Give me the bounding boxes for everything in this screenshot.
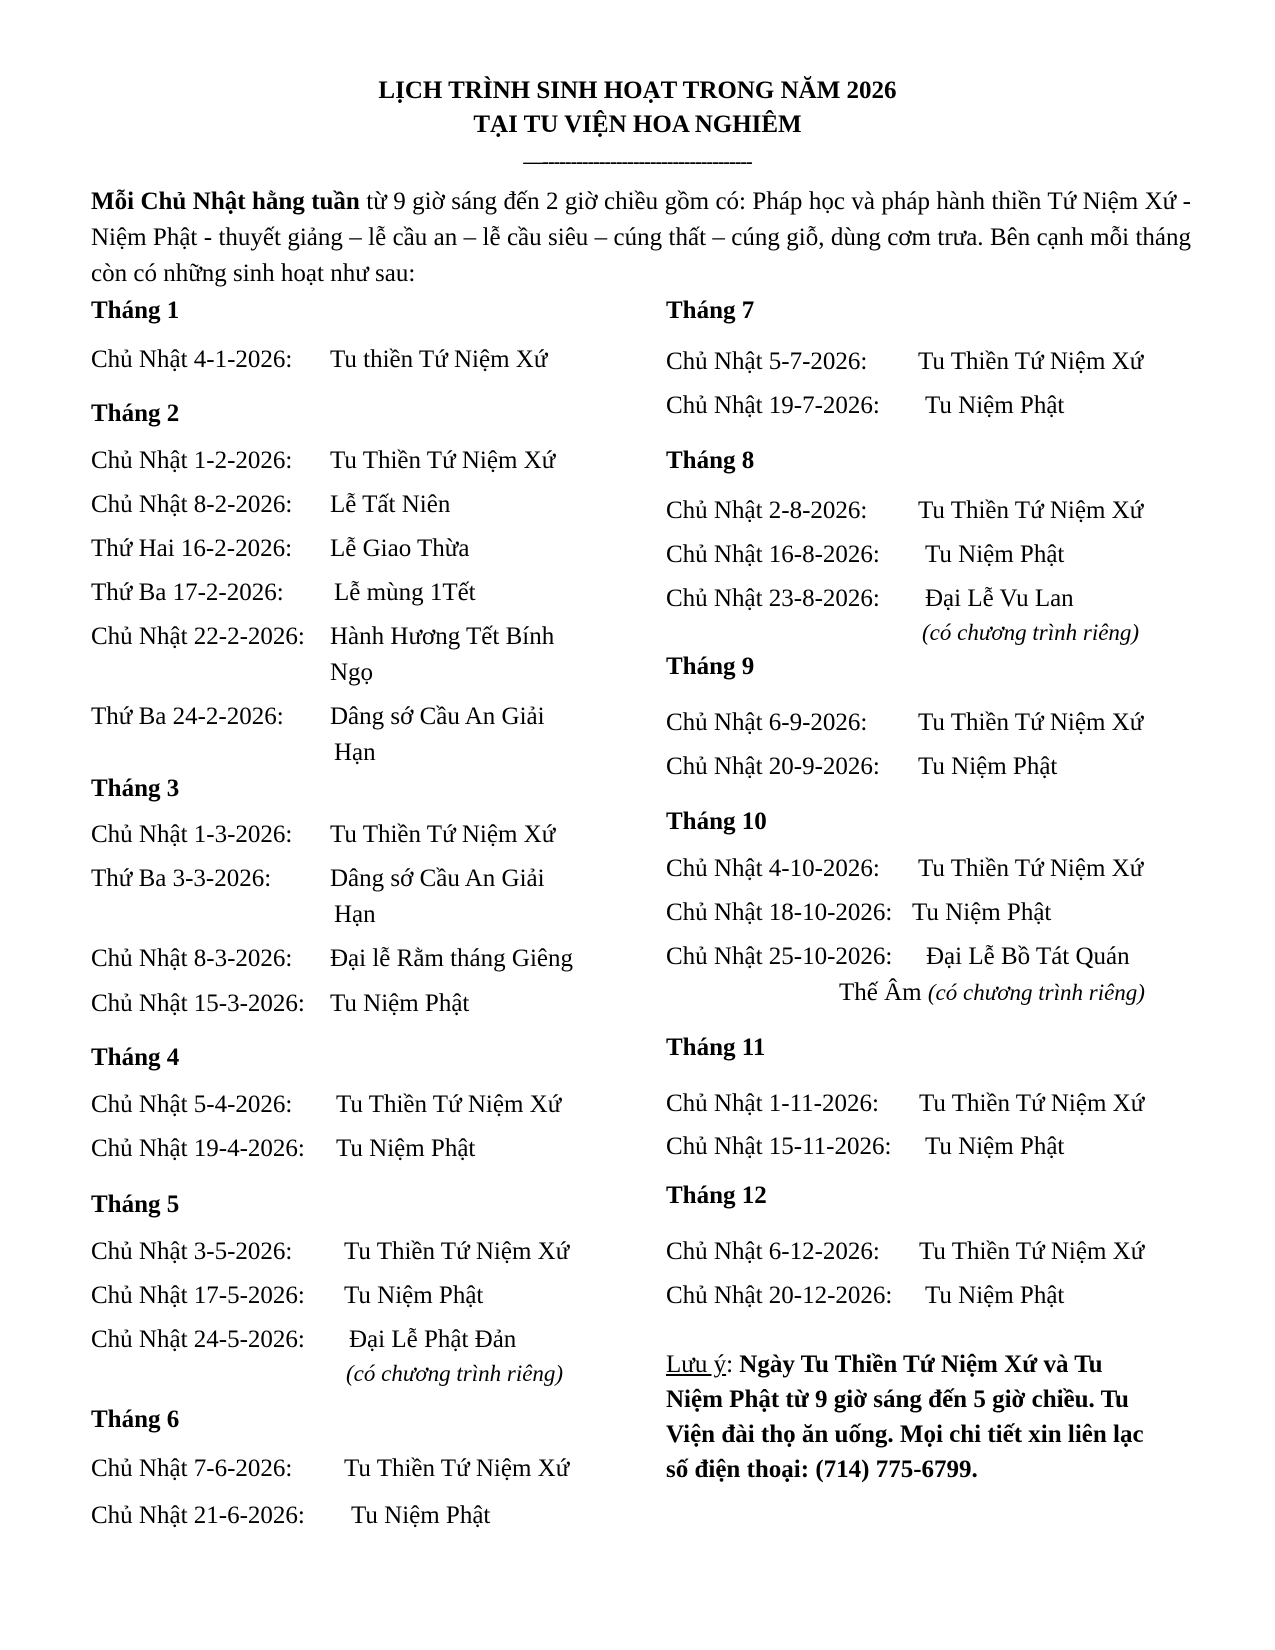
event-note: (có chương trình riêng) (922, 620, 1140, 645)
month-heading: Tháng 9 (666, 653, 755, 680)
event-desc: Tu Thiền Tứ Niệm Xứ (344, 1238, 570, 1265)
event-date: Chủ Nhật 20-9-2026: (666, 753, 880, 780)
event-desc: Dâng sớ Cầu An Giải (330, 865, 545, 892)
event-date: Thứ Ba 3-3-2026: (91, 865, 272, 892)
event-date: Chủ Nhật 8-3-2026: (91, 945, 293, 972)
event-date: Chủ Nhật 24-5-2026: (91, 1326, 305, 1353)
intro-bold-lead: Mỗi Chủ Nhật hằng tuần (91, 188, 360, 215)
event-date: Thứ Hai 16-2-2026: (91, 535, 293, 562)
event-desc: Tu Thiền Tứ Niệm Xứ (330, 447, 556, 474)
event-desc: Tu Thiền Tứ Niệm Xứ (919, 1090, 1145, 1117)
event-desc: Lễ mùng 1Tết (334, 579, 476, 606)
month-heading: Tháng 4 (91, 1044, 180, 1071)
event-date: Chủ Nhật 4-10-2026: (666, 855, 880, 882)
month-heading: Tháng 6 (91, 1406, 180, 1433)
event-desc: Tu Thiền Tứ Niệm Xứ (336, 1091, 562, 1118)
month-heading: Tháng 3 (91, 775, 180, 802)
event-date: Chủ Nhật 4-1-2026: (91, 346, 293, 373)
event-date: Chủ Nhật 15-11-2026: (666, 1133, 892, 1160)
event-date: Chủ Nhật 1-11-2026: (666, 1090, 879, 1117)
event-date: Chủ Nhật 15-3-2026: (91, 990, 305, 1017)
event-date: Chủ Nhật 6-9-2026: (666, 709, 868, 736)
month-heading: Tháng 10 (666, 808, 767, 835)
event-desc: Tu thiền Tứ Niệm Xứ (330, 346, 548, 373)
event-desc: Tu Thiền Tứ Niệm Xứ (330, 821, 556, 848)
event-date: Chủ Nhật 1-3-2026: (91, 821, 293, 848)
event-desc: Tu Thiền Tứ Niệm Xứ (918, 709, 1144, 736)
event-desc-continued: Hạn (334, 739, 376, 766)
event-desc: Tu Niệm Phật (351, 1502, 491, 1529)
event-desc-continued-text: Thế Âm (839, 979, 922, 1006)
event-date: Chủ Nhật 17-5-2026: (91, 1282, 305, 1309)
event-date: Chủ Nhật 7-6-2026: (91, 1455, 293, 1482)
event-desc: Dâng sớ Cầu An Giải (330, 703, 545, 730)
footnote-text: Ngày Tu Thiền Tứ Niệm Xứ và Tu Niệm Phật từ 9 giờ sáng đến 5 giờ chiều. Tu Viện đài thọ ăn uống. Mọi chi tiết xin liên lạc số điện thoại: (714) 775-6799. (666, 1351, 1144, 1483)
month-heading: Tháng 2 (91, 400, 180, 427)
event-date: Chủ Nhật 1-2-2026: (91, 447, 293, 474)
footnote-colon: : (726, 1351, 734, 1378)
event-desc: Tu Thiền Tứ Niệm Xứ (918, 855, 1144, 882)
event-date: Chủ Nhật 19-7-2026: (666, 392, 880, 419)
event-desc: Đại Lễ Vu Lan (925, 585, 1074, 612)
page-title: LỊCH TRÌNH SINH HOẠT TRONG NĂM 2026 (378, 77, 897, 104)
event-desc: Lễ Tất Niên (330, 491, 451, 518)
event-desc: Đại Lễ Phật Đản (349, 1326, 517, 1353)
event-date: Thứ Ba 17-2-2026: (91, 579, 284, 606)
event-desc: Tu Niệm Phật (925, 541, 1065, 568)
event-date: Chủ Nhật 5-4-2026: (91, 1091, 293, 1118)
event-date: Chủ Nhật 3-5-2026: (91, 1238, 293, 1265)
event-date: Chủ Nhật 8-2-2026: (91, 491, 293, 518)
footnote-label: Lưu ý (666, 1351, 727, 1378)
event-date: Chủ Nhật 5-7-2026: (666, 348, 868, 375)
event-date: Chủ Nhật 6-12-2026: (666, 1238, 880, 1265)
month-heading: Tháng 7 (666, 297, 755, 324)
event-desc: Tu Niệm Phật (344, 1282, 484, 1309)
month-heading: Tháng 12 (666, 1182, 767, 1209)
page-subtitle: TẠI TU VIỆN HOA NGHIÊM (473, 111, 802, 138)
month-heading: Tháng 11 (666, 1034, 766, 1061)
event-desc: Tu Niệm Phật (336, 1135, 476, 1162)
intro-text: từ 9 giờ sáng đến 2 giờ chiều gồm có: Pháp học và pháp hành thiền Tứ Niệm Xứ - Niệm Phật - thuyết giảng – lễ cầu an – lễ cầu siêu – cúng thất – cúng giỗ, dùng cơm trưa. Bên cạnh mỗi tháng còn có những sinh hoạt như sau: (91, 188, 1191, 287)
event-desc: Hành Hương Tết Bính (330, 623, 555, 650)
event-date: Chủ Nhật 25-10-2026: (666, 943, 893, 970)
event-desc: Lễ Giao Thừa (330, 535, 470, 562)
event-date: Chủ Nhật 20-12-2026: (666, 1282, 893, 1309)
event-desc: Tu Thiền Tứ Niệm Xứ (918, 348, 1144, 375)
event-desc: Tu Thiền Tứ Niệm Xứ (919, 1238, 1145, 1265)
event-desc: Tu Thiền Tứ Niệm Xứ (918, 497, 1144, 524)
event-desc: Tu Niệm Phật (912, 899, 1052, 926)
event-desc-continued: Hạn (334, 901, 376, 928)
event-note: (có chương trình riêng) (927, 980, 1145, 1005)
footnote (666, 1347, 1146, 1487)
intro-paragraph (91, 184, 1191, 292)
event-desc-continued (839, 978, 1145, 1008)
event-desc: Tu Niệm Phật (925, 392, 1065, 419)
event-date: Chủ Nhật 22-2-2026: (91, 623, 305, 650)
event-date: Chủ Nhật 19-4-2026: (91, 1135, 305, 1162)
event-date: Chủ Nhật 2-8-2026: (666, 497, 868, 524)
month-heading: Tháng 1 (91, 297, 180, 324)
event-desc: Tu Niệm Phật (925, 1133, 1065, 1160)
title-divider: —------------------------------------- (523, 151, 752, 173)
event-note: (có chương trình riêng) (346, 1361, 564, 1386)
event-desc: Đại Lễ Bồ Tát Quán (926, 943, 1130, 970)
event-date: Thứ Ba 24-2-2026: (91, 703, 284, 730)
event-desc-continued: Ngọ (330, 659, 374, 686)
event-desc: Tu Niệm Phật (918, 753, 1058, 780)
event-date: Chủ Nhật 21-6-2026: (91, 1502, 305, 1529)
event-desc: Đại lễ Rằm tháng Giêng (330, 945, 573, 972)
event-desc: Tu Niệm Phật (925, 1282, 1065, 1309)
event-date: Chủ Nhật 23-8-2026: (666, 585, 880, 612)
month-heading: Tháng 5 (91, 1191, 180, 1218)
event-date: Chủ Nhật 16-8-2026: (666, 541, 880, 568)
month-heading: Tháng 8 (666, 447, 755, 474)
event-desc: Tu Niệm Phật (330, 990, 470, 1017)
event-desc: Tu Thiền Tứ Niệm Xứ (344, 1455, 570, 1482)
event-date: Chủ Nhật 18-10-2026: (666, 899, 893, 926)
